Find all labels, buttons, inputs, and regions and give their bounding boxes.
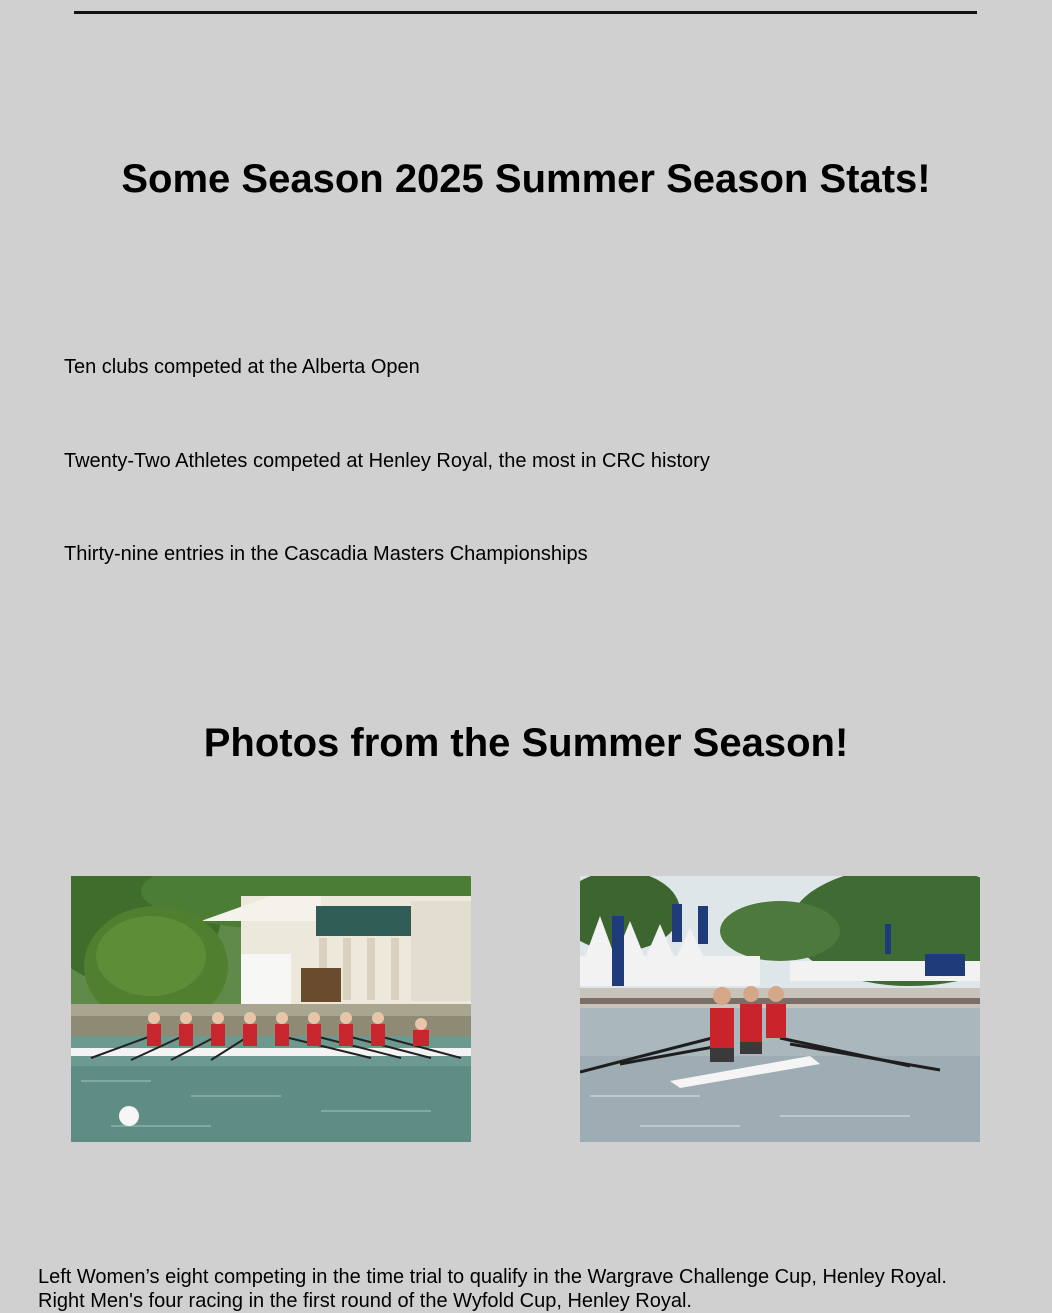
photos-heading: Photos from the Summer Season! (203, 721, 849, 765)
stat-item-henley-royal: Twenty-Two Athletes competed at Henley Royal, the most in CRC history (64, 450, 710, 472)
caption-line-left: Left Women’s eight competing in the time trial to qualify in the Wargrave Challenge Cup, Henley Royal. (38, 1266, 947, 1288)
caption-line-right: Right Men's four racing in the first round of the Wyfold Cup, Henley Royal. (38, 1290, 692, 1312)
photo-caption (38, 1265, 1028, 1313)
top-divider (74, 11, 977, 14)
stats-heading: Some Season 2025 Summer Season Stats! (121, 157, 931, 201)
stat-item-cascadia-masters: Thirty-nine entries in the Cascadia Masters Championships (64, 543, 588, 565)
mens-four-photo (580, 876, 980, 1142)
stat-item-alberta-open: Ten clubs competed at the Alberta Open (64, 356, 420, 378)
womens-eight-photo (71, 876, 471, 1142)
